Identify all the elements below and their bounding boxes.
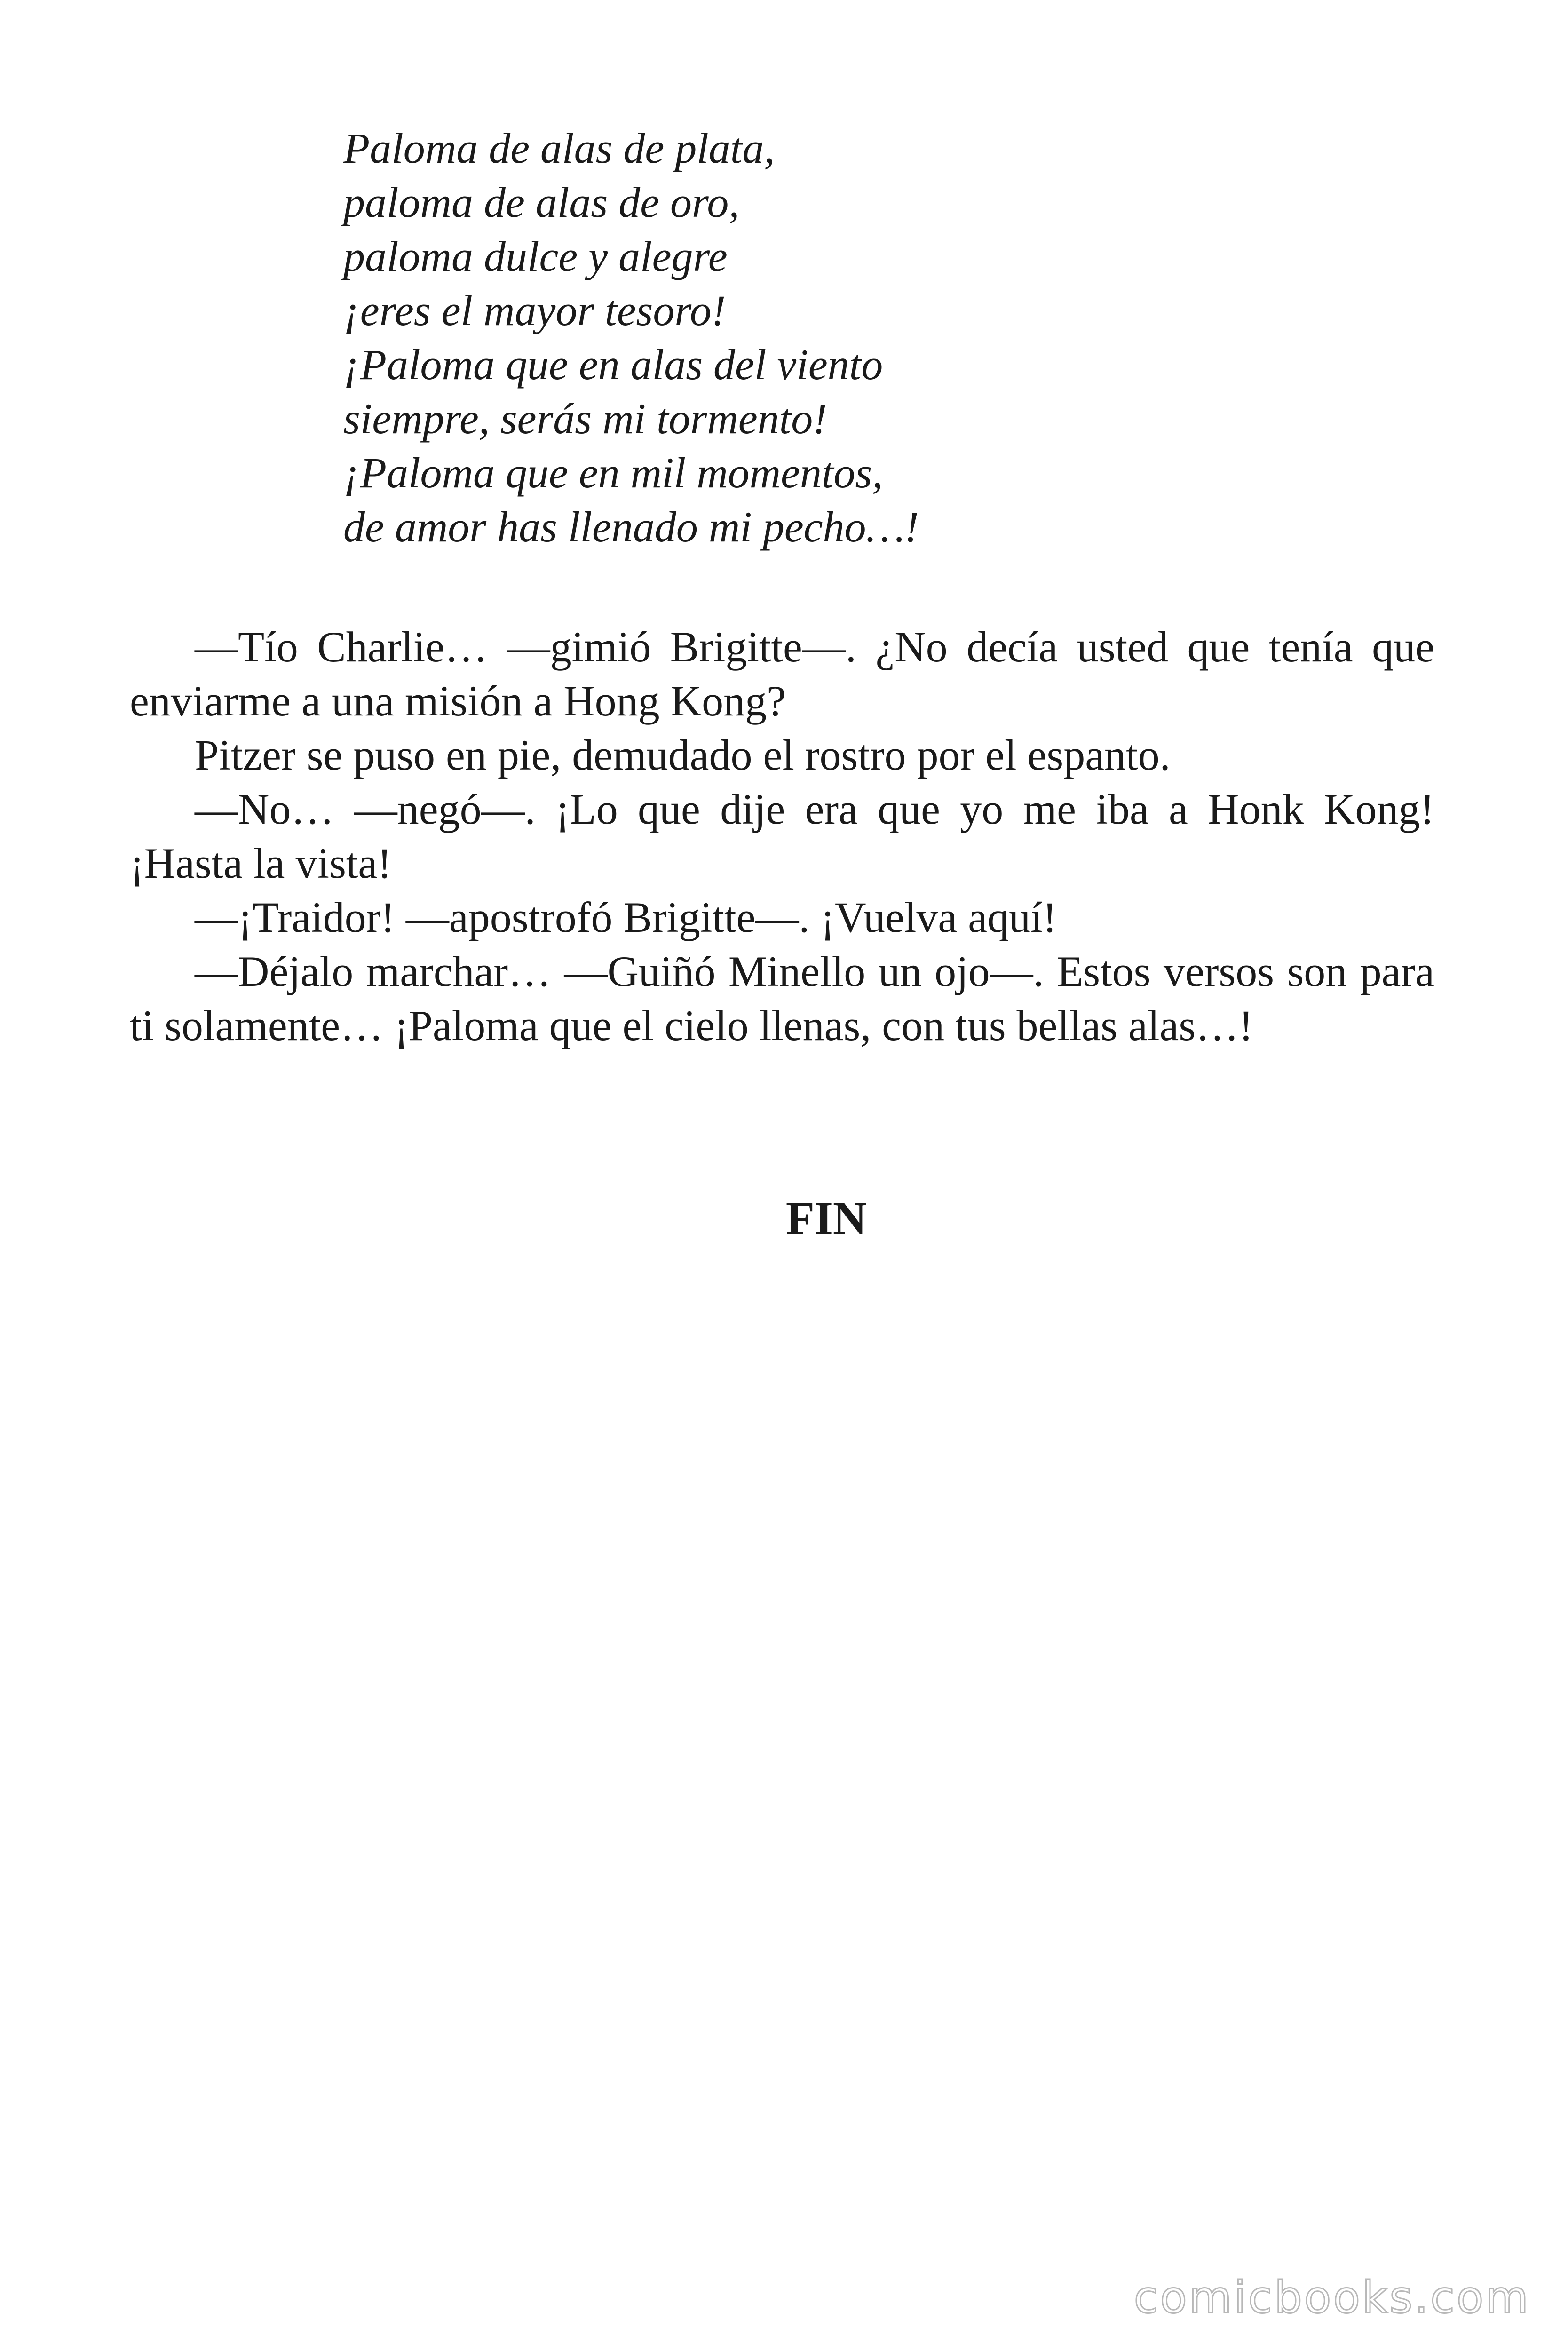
poem (343, 121, 1472, 554)
poem-line: paloma dulce y alegre (343, 232, 728, 280)
ending-title: FIN (785, 1192, 867, 1244)
poem-line: de amor has llenado mi pecho…! (343, 503, 919, 551)
poem-line: paloma de alas de oro, (343, 178, 740, 226)
poem-line: ¡eres el mayor tesoro! (343, 286, 726, 334)
paragraph: —Tío Charlie… —gimió Brigitte—. ¿No decía usted que tenía que enviarme a una misión a Hong Kong? (130, 623, 1434, 725)
paragraph: Pitzer se puso en pie, demudado el rostro por el espanto. (195, 731, 1171, 779)
poem-line: siempre, serás mi tormento! (343, 395, 827, 443)
poem-line: ¡Paloma que en mil momentos, (343, 449, 883, 497)
prose-body (130, 620, 1434, 1053)
paragraph: —¡Traidor! —apostrofó Brigitte—. ¡Vuelva aquí! (195, 893, 1057, 941)
paragraph: —No… —negó—. ¡Lo que dije era que yo me iba a Honk Kong! ¡Hasta la vista! (130, 785, 1434, 887)
poem-line: Paloma de alas de plata, (343, 124, 775, 172)
paragraph: —Déjalo marchar… —Guiñó Minello un ojo—. Estos versos son para ti solamente… ¡Paloma que el cielo llenas, con tus bellas alas…! (130, 947, 1434, 1049)
watermark: comicbooks.com (1133, 2272, 1530, 2323)
poem-line: ¡Paloma que en alas del viento (343, 341, 883, 389)
